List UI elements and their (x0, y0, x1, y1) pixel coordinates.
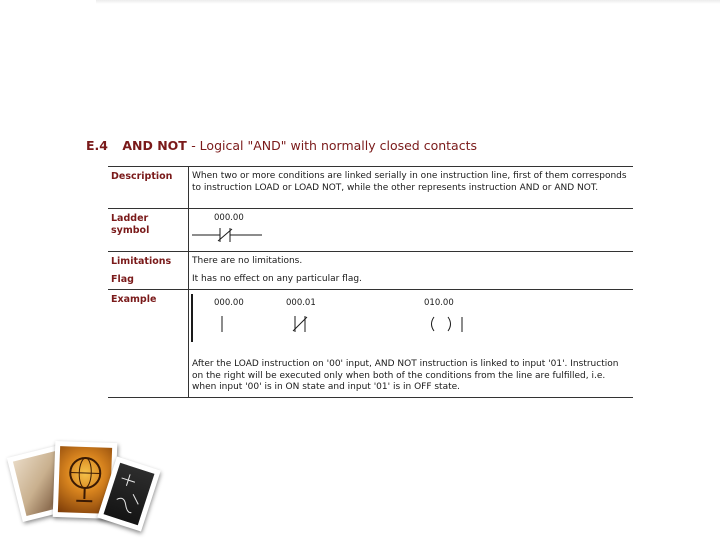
example-address-output: 010.00 (424, 298, 454, 308)
ladder-symbol-label (111, 213, 187, 237)
limitations-text: There are no limitations. (192, 256, 303, 266)
flag-label: Flag (111, 274, 134, 285)
example-address-input-1: 000.01 (286, 298, 316, 308)
ladder-address: 000.00 (214, 213, 244, 223)
row-ladder-symbol (108, 208, 633, 252)
ladder-label-line1: Ladder (111, 213, 149, 224)
column-divider (188, 209, 189, 252)
power-rail-icon (190, 294, 194, 344)
decorative-photo-stack (8, 436, 158, 536)
flag-text: It has no effect on any particular flag. (192, 274, 362, 284)
row-limitations-flag (108, 251, 633, 290)
chalk-math-icon (104, 463, 155, 525)
section-heading (86, 138, 477, 153)
normally-closed-contact-icon (192, 225, 272, 245)
ladder-label-line2: symbol (111, 225, 150, 236)
example-text: After the LOAD instruction on '00' input, AND NOT instruction is linked to input '01'. Instruction on the right will be executed only when both of the conditions from the line are fulfilled, i.e. when input '00' is in ON state and input '01' is in OFF state. (192, 359, 619, 392)
column-divider (188, 167, 189, 209)
section-subtitle: - Logical "AND" with normally closed contacts (191, 138, 477, 153)
top-edge-shadow (96, 0, 720, 4)
column-divider (188, 252, 189, 290)
description-label: Description (111, 171, 173, 182)
row-example (108, 289, 633, 398)
section-number: E.4 (86, 138, 108, 153)
example-address-input-0: 000.00 (214, 298, 244, 308)
instruction-table (108, 166, 633, 398)
limitations-label: Limitations (111, 256, 172, 267)
output-coil-icon (426, 314, 466, 334)
example-label: Example (111, 294, 157, 305)
description-text: When two or more conditions are linked serially in one instruction line, first of them corresponds to instruction LOAD or LOAD NOT, while the other represents instruction AND or AND NOT. (192, 171, 627, 193)
column-divider (188, 290, 189, 398)
row-description (108, 166, 633, 209)
normally-closed-contact-icon (290, 314, 314, 334)
section-title: AND NOT (122, 138, 187, 153)
normally-open-contact-icon (218, 315, 228, 335)
